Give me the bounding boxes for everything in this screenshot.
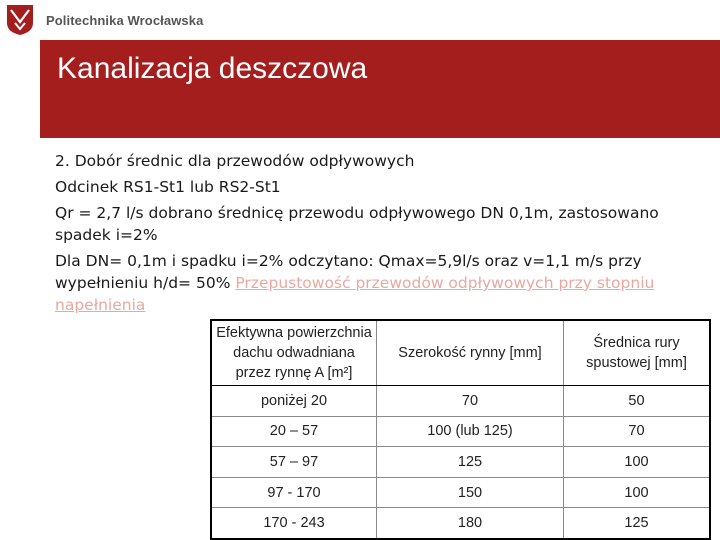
cell-gutter: 150 (377, 477, 564, 508)
cell-pipe: 125 (564, 508, 710, 538)
cell-gutter: 70 (377, 386, 564, 417)
crest-icon (6, 4, 34, 36)
col-header-gutter-width: Szerokość rynny [mm] (377, 321, 564, 386)
cell-gutter: 100 (lub 125) (377, 416, 564, 447)
cell-pipe: 100 (564, 447, 710, 478)
cell-gutter: 180 (377, 508, 564, 538)
body-line: 2. Dobór średnic dla przewodów odpływowych (55, 152, 415, 170)
university-name: Politechnika Wrocławska (46, 13, 204, 28)
table-row (212, 477, 709, 508)
body-line-text: Dla DN= 0,1m i spadku i=2% odczytano: Qmax=5,9l/s oraz v=1,1 m/s przy wypełnieniu h/d= 50% (55, 252, 642, 292)
cell-area: 57 – 97 (212, 447, 377, 478)
logo (0, 0, 40, 40)
cell-pipe: 70 (564, 416, 710, 447)
table-header-row (212, 321, 709, 386)
slide-title: Kanalizacja deszczowa (57, 52, 368, 85)
table-row (212, 447, 709, 478)
cell-pipe: 50 (564, 386, 710, 417)
cell-area: 20 – 57 (212, 416, 377, 447)
cell-area: 97 - 170 (212, 477, 377, 508)
capacity-link[interactable]: Przepustowość przewodów odpływowych przy stopniu napełnienia (55, 274, 655, 314)
body-line (55, 250, 705, 316)
body-line: Qr = 2,7 l/s dobrano średnicę przewodu odpływowego DN 0,1m, zastosowano spadek i=2% (55, 204, 659, 244)
col-header-pipe-diameter: Średnica rury spustowej [mm] (564, 321, 710, 386)
slide-body (55, 150, 705, 320)
col-header-area: Efektywna powierzchnia dachu odwadniana przez rynnę A [m²] (212, 321, 377, 386)
table-row (212, 416, 709, 447)
body-line: Odcinek RS1-St1 lub RS2-St1 (55, 178, 281, 196)
cell-area: 170 - 243 (212, 508, 377, 538)
table-row (212, 386, 709, 417)
downpipe-table (210, 319, 711, 540)
left-margin (0, 40, 40, 540)
cell-area: poniżej 20 (212, 386, 377, 417)
cell-gutter: 125 (377, 447, 564, 478)
table-row (212, 508, 709, 538)
cell-pipe: 100 (564, 477, 710, 508)
